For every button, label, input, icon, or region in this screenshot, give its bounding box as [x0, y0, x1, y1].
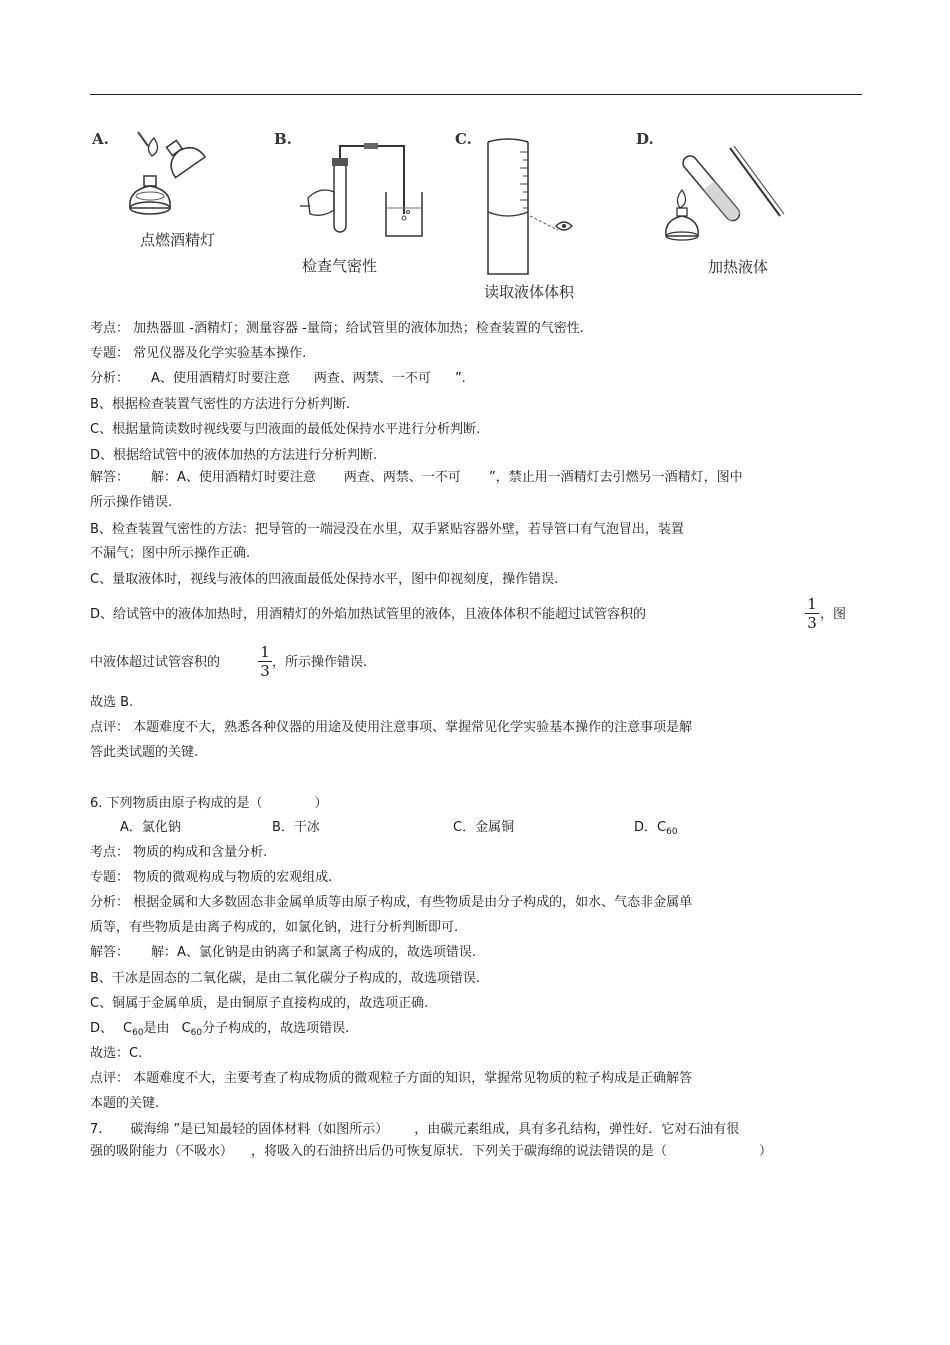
q6-jieda-a: 解答： 解：A、氯化钠是由钠离子和氯离子构成的，故选项错误. [90, 945, 477, 960]
q5-jieda-b-cont: 不漏气；图中所示操作正确. [90, 546, 251, 561]
q6-dianping: 点评： 本题难度不大，主要考查了构成物质的微观粒子方面的知识，掌握常见物质的粒子构成是正确解答 [90, 1071, 693, 1086]
q6-option-c: C．金属铜 [453, 820, 515, 835]
q5-jieda-d-cont: 中液体超过试管容积的 [90, 655, 221, 670]
figure-d-caption: 加热液体 [708, 258, 769, 276]
q5-jieda-a-cont: 所示操作错误. [90, 495, 173, 510]
header-rule [90, 94, 862, 95]
q6-jieda-b: B、干冰是固态的二氧化碳，是由二氧化碳分子构成的，故选项错误. [90, 971, 481, 986]
q6-zhuanti: 专题： 物质的微观构成与物质的宏观组成. [90, 870, 333, 885]
figure-b-letter: B. [274, 130, 292, 148]
q5-dianping-cont: 答此类试题的关键. [90, 745, 199, 760]
figure-d-heating-liquid [660, 134, 790, 244]
figure-c-letter: C. [455, 130, 472, 148]
fraction-one-third-2: 1 3 [258, 644, 272, 679]
q5-jieda-b: B、检查装置气密性的方法：把导管的一端浸没在水里，双手紧贴容器外壁，若导管口有气泡冒出，装置 [90, 522, 684, 537]
q5-fenxi-d: D、根据给试管中的液体加热的方法进行分析判断. [90, 448, 378, 463]
q6-fenxi-cont: 质等，有些物质是由离子构成的，如氯化钠，进行分析判断即可. [90, 920, 459, 935]
q6-jieda-d: D、 $C_{60}$是由 $C_{60}$分子构成的，故选项错误. [90, 1021, 350, 1038]
q5-jieda-d-end: ，图 [820, 607, 847, 622]
figure-b-caption: 检查气密性 [302, 257, 378, 275]
q5-jieda-a: 解答： 解：A、使用酒精灯时要注意 两查、两禁、一不可 ”，禁止用一酒精灯去引燃另一酒精灯，图中 [90, 470, 743, 485]
q6-option-b: B．干冰 [272, 820, 320, 835]
q5-fenxi-b: B、根据检查装置气密性的方法进行分析判断. [90, 397, 351, 412]
figure-a-letter: A. [92, 130, 109, 148]
q6-jieda-c: C、铜属于金属单质，是由铜原子直接构成的，故选项正确. [90, 996, 429, 1011]
q6-answer: 故选：C. [90, 1046, 143, 1061]
figure-b-airtightness-check [300, 136, 430, 246]
figure-a-caption: 点燃酒精灯 [140, 231, 216, 249]
q6-stem: 6. 下列物质由原子构成的是（ ） [90, 796, 328, 811]
q5-dianping: 点评： 本题难度不大，熟悉各种仪器的用途及使用注意事项、掌握常见化学实验基本操作的注意事项是解 [90, 720, 693, 735]
figure-a-alcohol-lamp-lighting [118, 128, 218, 228]
q5-zhuanti: 专题： 常见仪器及化学实验基本操作. [90, 346, 307, 361]
q5-fenxi-c: C、根据量筒读数时视线要与凹液面的最低处保持水平进行分析判断. [90, 422, 481, 437]
q5-kaodian: 考点： 加热器皿 -酒精灯；测量容器 -量筒；给试管里的液体加热；检查装置的气密性. [90, 321, 584, 336]
q5-jieda-d: D、给试管中的液体加热时，用酒精灯的外焰加热试管里的液体，且液体体积不能超过试管容积的 [90, 607, 647, 622]
q6-fenxi: 分析： 根据金属和大多数固态非金属单质等由原子构成，有些物质是由分子构成的，如水、气态非金属单 [90, 895, 693, 910]
fraction-one-third: 1 3 [805, 596, 819, 631]
figure-d-letter: D. [636, 130, 654, 148]
q7-stem: 7. 碳海绵 ”是已知最轻的固体材料（如图所示） ，由碳元素组成，具有多孔结构，弹性好．它对石油有很 [90, 1122, 740, 1137]
q7-stem-cont: 强的吸附能力（不吸水） ，将吸入的石油挤出后仍可恢复原状．下列关于碳海绵的说法错误的是（ ） [90, 1144, 773, 1159]
figure-c-cylinder-reading [482, 138, 582, 278]
q6-option-a: A．氯化钠 [120, 820, 181, 835]
q5-jieda-d-cont-end: ，所示操作错误. [272, 655, 368, 670]
q5-jieda-c: C、量取液体时，视线与液体的凹液面最低处保持水平，图中仰视刻度，操作错误. [90, 572, 559, 587]
q6-dianping-cont: 本题的关键. [90, 1096, 160, 1111]
q5-answer: 故选 B. [90, 695, 134, 710]
figure-c-caption: 读取液体体积 [484, 283, 575, 301]
q6-kaodian: 考点： 物质的构成和含量分析. [90, 845, 268, 860]
q5-fenxi-a: 分析： A、使用酒精灯时要注意 两查、两禁、一不可 ”. [90, 371, 466, 386]
q6-option-d: D．$C_{60}$ [634, 820, 678, 837]
